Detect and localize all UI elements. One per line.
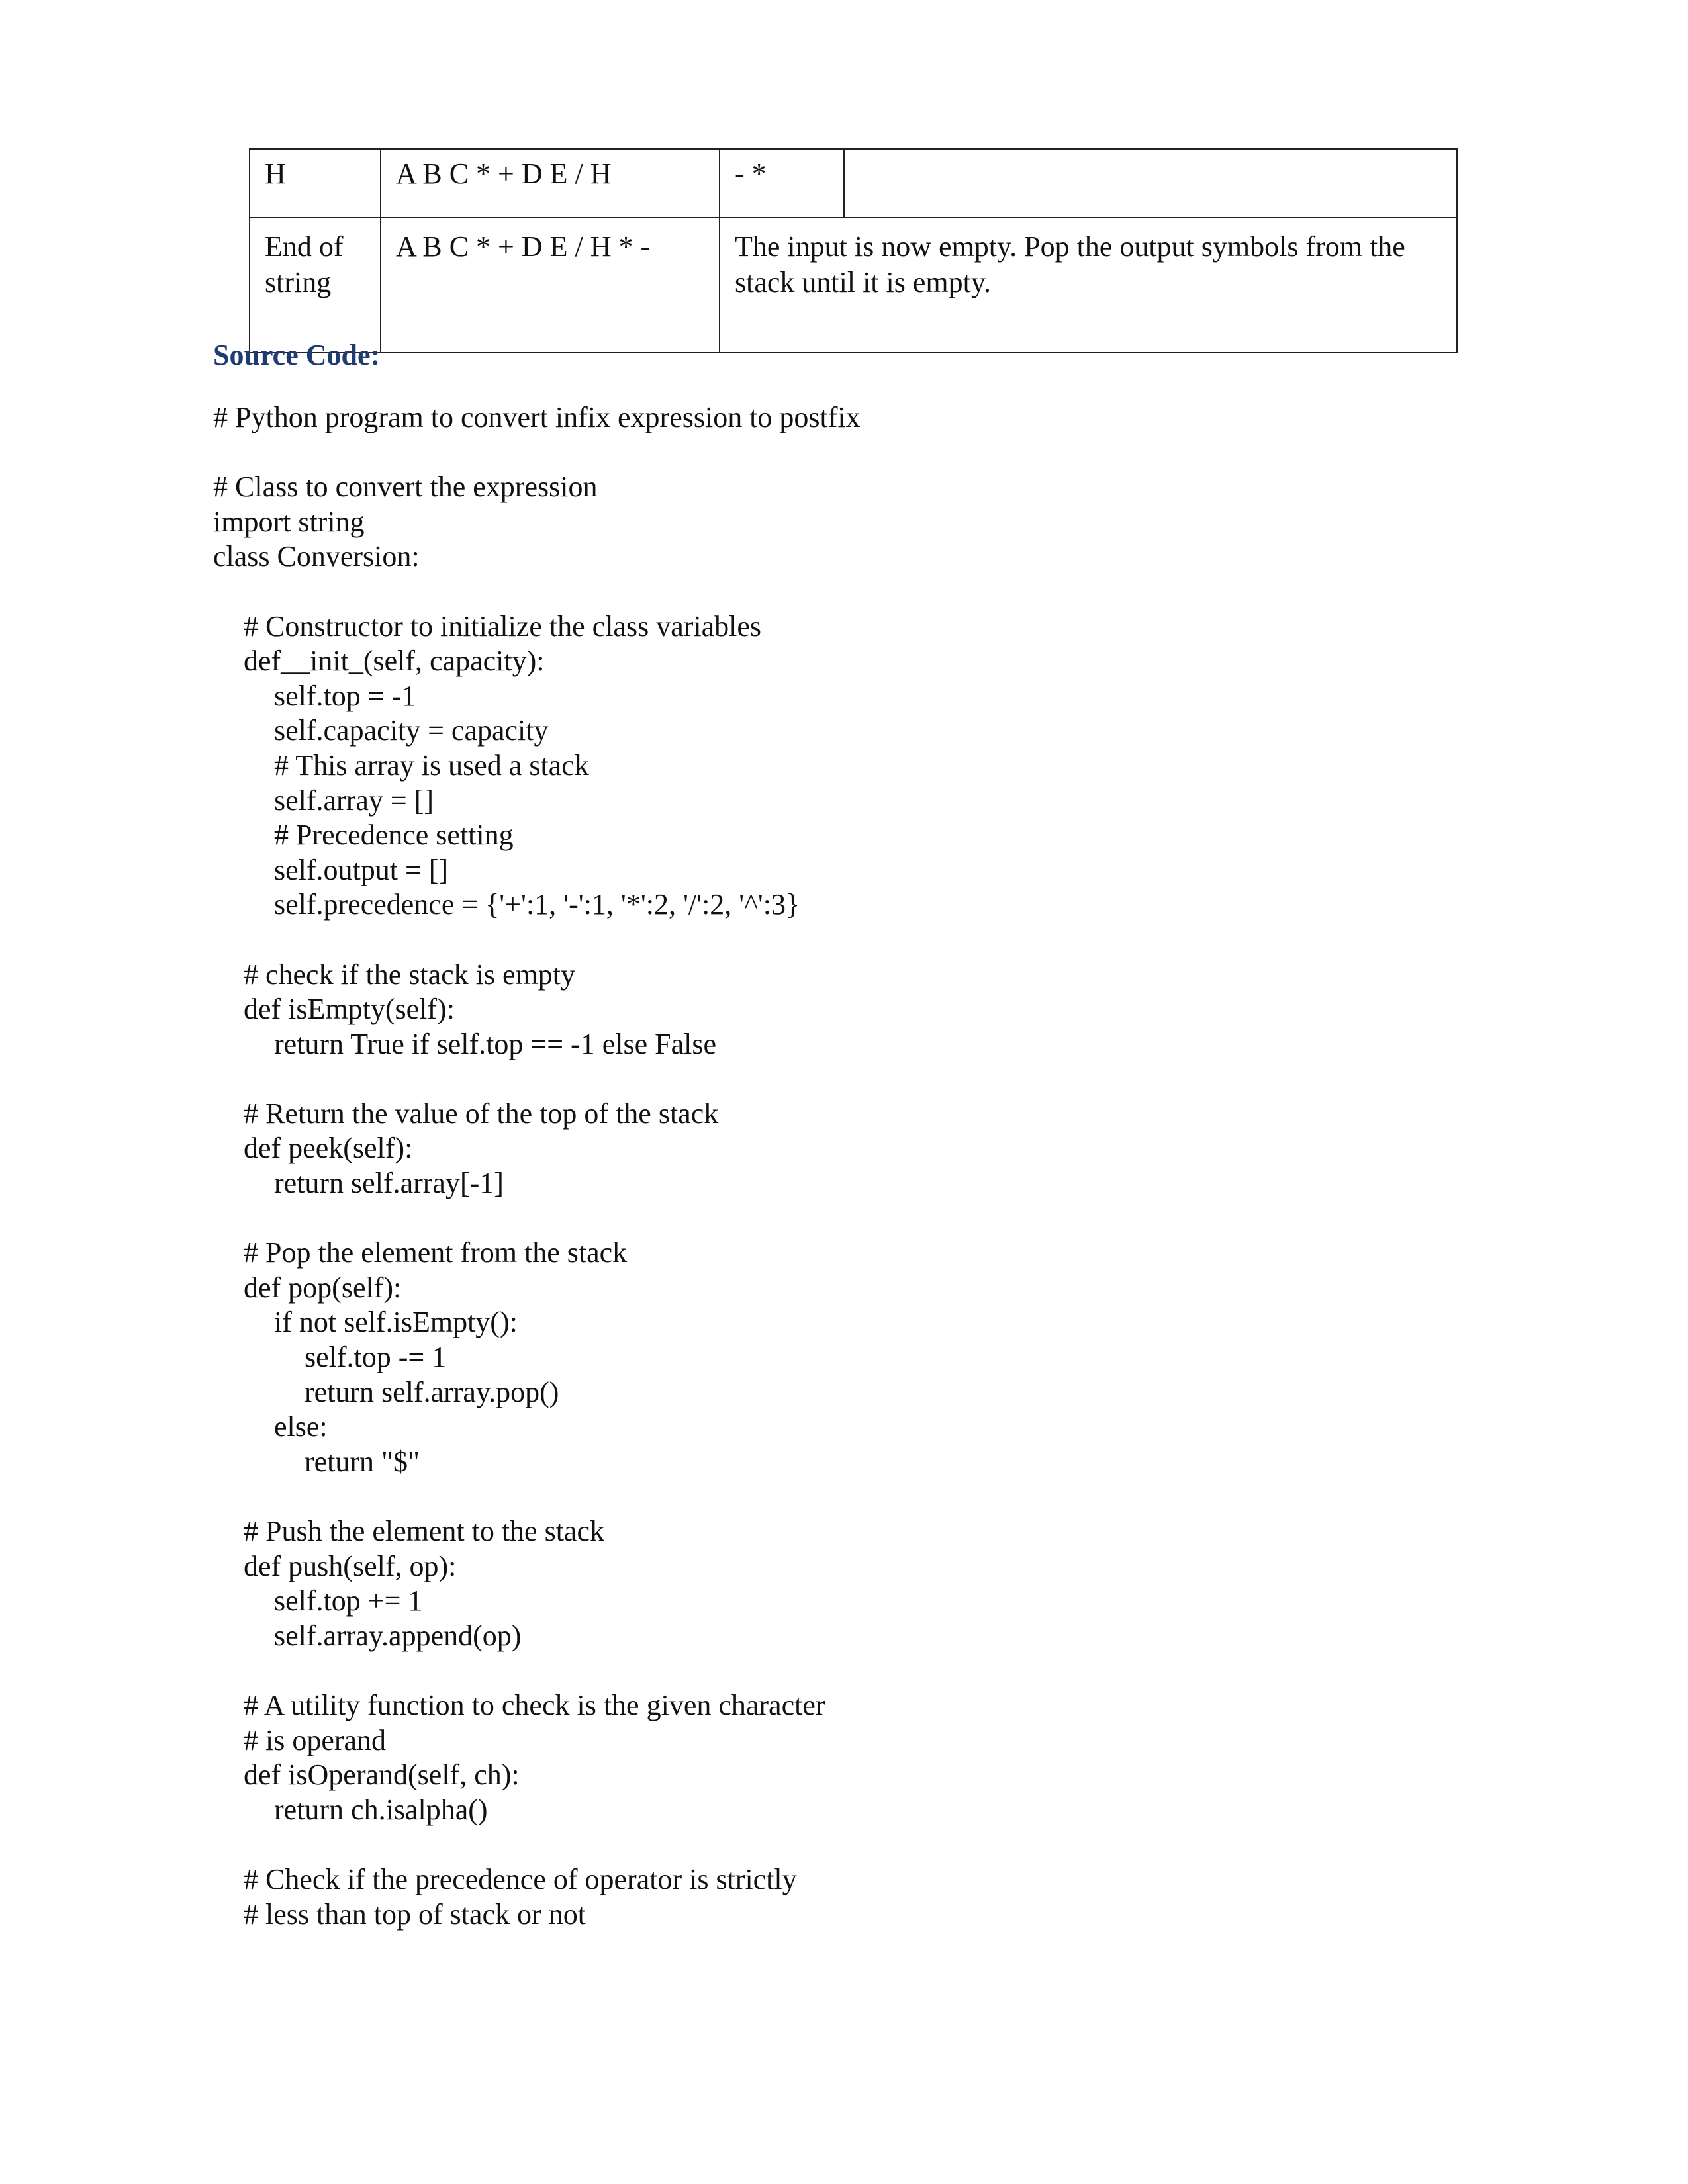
code-comment-line: # Class to convert the expression	[213, 471, 598, 504]
code-line: self.array.append(op)	[274, 1619, 522, 1652]
code-line	[213, 574, 1537, 610]
code-line: else:	[274, 1410, 328, 1443]
code-line: def isEmpty(self):	[244, 993, 455, 1026]
code-line	[213, 1827, 1537, 1862]
code-line: return ch.isalpha()	[274, 1793, 488, 1826]
code-line: def peek(self):	[244, 1132, 413, 1165]
code-line: self.top -= 1	[305, 1341, 447, 1374]
code-comment-line: # This array is used a stack	[274, 749, 589, 782]
code-line: self.capacity = capacity	[274, 714, 549, 747]
code-line: class Conversion:	[213, 540, 420, 573]
table-row	[250, 218, 1457, 353]
code-comment-line: # A utility function to check is the given character	[244, 1688, 825, 1721]
code-line: def isOperand(self, ch):	[244, 1758, 520, 1792]
table-cell-stack: - *	[720, 149, 844, 218]
code-comment-line: # Return the value of the top of the stack	[244, 1097, 719, 1130]
table-cell-symbol: H	[250, 149, 381, 218]
table-cell-output: A B C * + D E / H	[381, 149, 720, 218]
code-block	[213, 400, 1537, 1932]
table-cell-output: A B C * + D E / H * -	[381, 218, 720, 353]
code-line	[213, 923, 1537, 958]
code-line: return self.array.pop()	[305, 1375, 559, 1408]
code-line	[213, 435, 1537, 471]
table-cell-description	[844, 149, 1457, 218]
table-cell-symbol: End of string	[250, 218, 381, 353]
conversion-table	[249, 148, 1458, 353]
code-comment-line: # is operand	[244, 1723, 387, 1756]
code-line	[213, 1653, 1537, 1688]
code-line: def pop(self):	[244, 1271, 402, 1304]
code-line: def push(self, op):	[244, 1549, 457, 1582]
code-comment-line: # Pop the element from the stack	[244, 1236, 628, 1269]
source-code-heading: Source Code:	[213, 339, 381, 371]
code-comment-line: # Check if the precedence of operator is strictly	[244, 1862, 797, 1895]
code-line: self.top += 1	[274, 1584, 423, 1617]
code-line: import string	[213, 505, 365, 538]
code-line: def__init_(self, capacity):	[244, 645, 545, 678]
code-line: self.array = []	[274, 784, 434, 817]
code-line	[213, 1062, 1537, 1097]
table-row	[250, 149, 1457, 218]
code-line: self.precedence = {'+':1, '-':1, '*':2, '/':2, '^':3}	[274, 888, 800, 921]
table-cell-description: The input is now empty. Pop the output symbols from the stack until it is empty.	[720, 218, 1457, 353]
code-line: return True if self.top == -1 else False	[274, 1027, 716, 1060]
code-comment-line: # check if the stack is empty	[244, 958, 575, 991]
code-comment-line: # Python program to convert infix expression to postfix	[213, 401, 861, 433]
code-comment-line: # Constructor to initialize the class variables	[244, 610, 762, 643]
code-line	[213, 1479, 1537, 1514]
code-line: return "$"	[305, 1445, 420, 1478]
code-line: self.top = -1	[274, 679, 416, 712]
code-comment-line: # Push the element to the stack	[244, 1515, 604, 1547]
code-line: return self.array[-1]	[274, 1167, 504, 1200]
code-line: self.output = []	[274, 853, 449, 886]
code-line	[213, 1201, 1537, 1236]
code-comment-line: # less than top of stack or not	[244, 1897, 586, 1931]
code-comment-line: # Precedence setting	[274, 819, 514, 852]
code-line: if not self.isEmpty():	[274, 1306, 518, 1339]
